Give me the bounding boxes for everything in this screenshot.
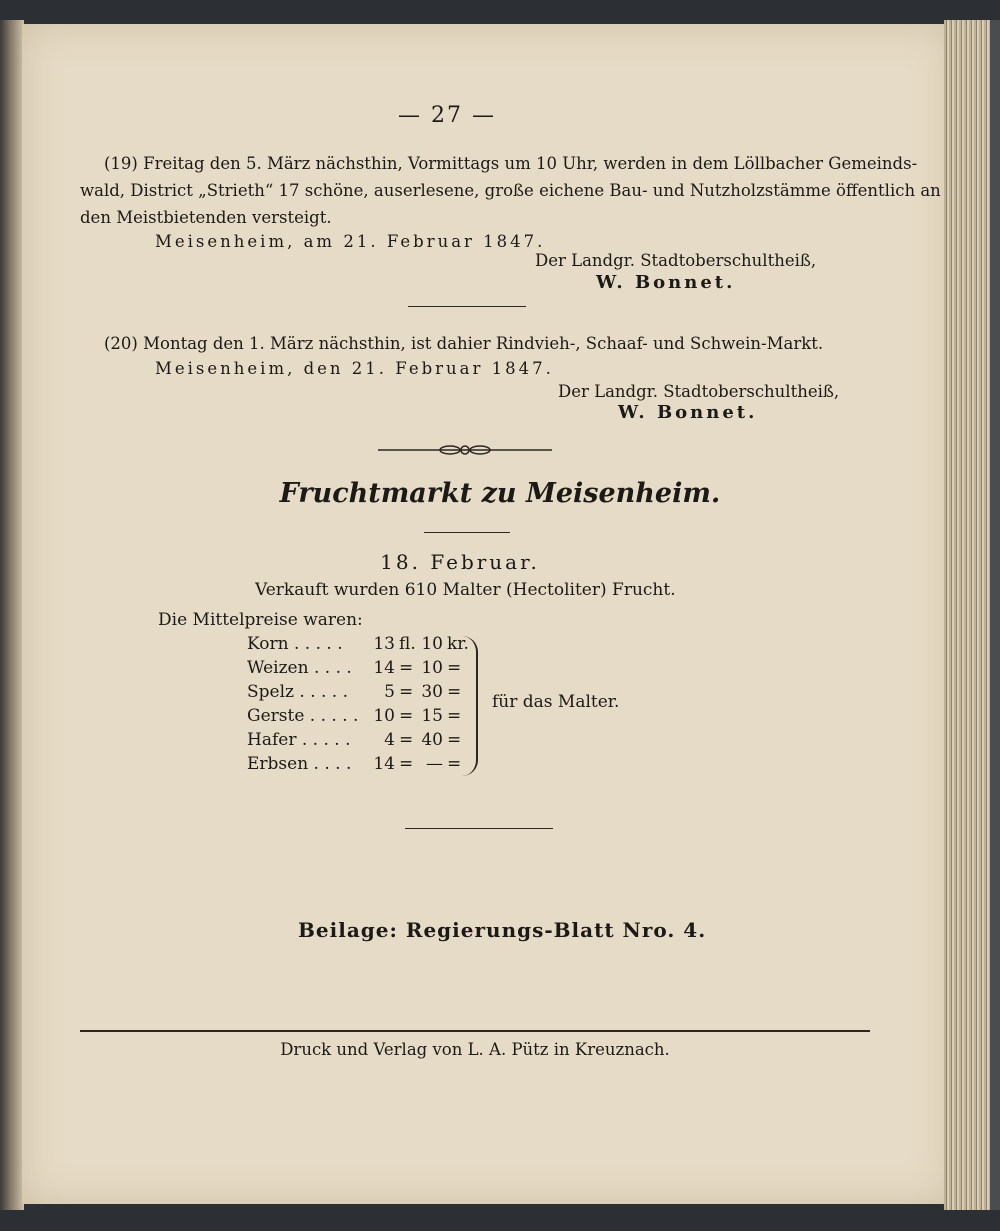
price-kreuzer: 40 <box>421 730 443 750</box>
price-kreuzer: 10 <box>421 658 443 678</box>
market-date: 18. Februar. <box>380 550 540 574</box>
section-divider <box>408 306 526 307</box>
price-row <box>247 682 477 706</box>
notice-19-line-3: den Meistbietenden versteigt. <box>80 208 332 227</box>
heading-underline <box>424 532 510 533</box>
notice-19-signer-title: Der Landgr. Stadtoberschultheiß, <box>535 251 817 270</box>
market-sold-text: Verkauft wurden 610 Malter (Hectoliter) Frucht. <box>255 580 676 600</box>
unit-gulden: fl. <box>399 634 416 654</box>
grain-name: Spelz . . . . . <box>247 682 349 702</box>
ornament-divider <box>378 444 552 456</box>
unit-kreuzer: kr. <box>447 634 469 654</box>
price-kreuzer: 30 <box>421 682 443 702</box>
unit-gulden: = <box>399 682 414 702</box>
grain-name: Gerste . . . . . <box>247 706 359 726</box>
unit-gulden: = <box>399 730 414 750</box>
notice-19-signature: W. Bonnet. <box>596 272 736 293</box>
price-gulden: 10 <box>373 706 395 726</box>
market-prices-intro: Die Mittelpreise waren: <box>158 610 363 630</box>
price-row <box>247 754 477 778</box>
printer-imprint: Druck und Verlag von L. A. Pütz in Kreuznach. <box>280 1040 670 1059</box>
book-cover-right <box>990 20 1000 1210</box>
price-gulden: 14 <box>373 754 395 774</box>
price-kreuzer: 10 <box>421 634 443 654</box>
unit-kreuzer: = <box>447 730 462 750</box>
price-brace <box>462 636 478 776</box>
unit-gulden: = <box>399 658 414 678</box>
notice-20-place-date: Meisenheim, den 21. Februar 1847. <box>155 359 554 378</box>
price-row <box>247 634 477 658</box>
price-gulden: 13 <box>373 634 395 654</box>
notice-19-line-2: wald, District „Strieth“ 17 schöne, auserlesene, große eichene Bau- und Nutzholzstämme öffentlich an <box>80 181 941 200</box>
unit-kreuzer: = <box>447 754 462 774</box>
price-kreuzer: — <box>426 754 443 774</box>
unit-kreuzer: = <box>447 682 462 702</box>
book-spine-left <box>0 20 24 1210</box>
imprint-rule <box>80 1030 870 1032</box>
notice-20-signer-title: Der Landgr. Stadtoberschultheiß, <box>558 382 840 401</box>
supplement-notice: Beilage: Regierungs-Blatt Nro. 4. <box>298 918 707 942</box>
unit-gulden: = <box>399 754 414 774</box>
unit-kreuzer: = <box>447 706 462 726</box>
price-row <box>247 730 477 754</box>
page-stack-edge <box>944 20 992 1210</box>
unit-kreuzer: = <box>447 658 462 678</box>
price-row <box>247 658 477 682</box>
notice-20-signature: W. Bonnet. <box>618 402 758 423</box>
notice-19-line-1: (19) Freitag den 5. März nächsthin, Vormittags um 10 Uhr, werden in dem Löllbacher Gemeinds- <box>104 154 918 173</box>
section-divider <box>405 828 553 829</box>
market-heading: Fruchtmarkt zu Meisenheim. <box>279 478 721 509</box>
grain-name: Korn . . . . . <box>247 634 343 654</box>
unit-gulden: = <box>399 706 414 726</box>
price-gulden: 4 <box>384 730 395 750</box>
price-kreuzer: 15 <box>421 706 443 726</box>
grain-name: Hafer . . . . . <box>247 730 351 750</box>
unit-note: für das Malter. <box>492 692 620 712</box>
notice-19-place-date: Meisenheim, am 21. Februar 1847. <box>155 232 546 251</box>
grain-name: Weizen . . . . <box>247 658 352 678</box>
notice-20-line-1: (20) Montag den 1. März nächsthin, ist dahier Rindvieh-, Schaaf- und Schwein-Markt. <box>104 334 824 353</box>
price-row <box>247 706 477 730</box>
grain-name: Erbsen . . . . <box>247 754 352 774</box>
price-gulden: 14 <box>373 658 395 678</box>
price-gulden: 5 <box>384 682 395 702</box>
page-number: — 27 — <box>398 103 496 128</box>
